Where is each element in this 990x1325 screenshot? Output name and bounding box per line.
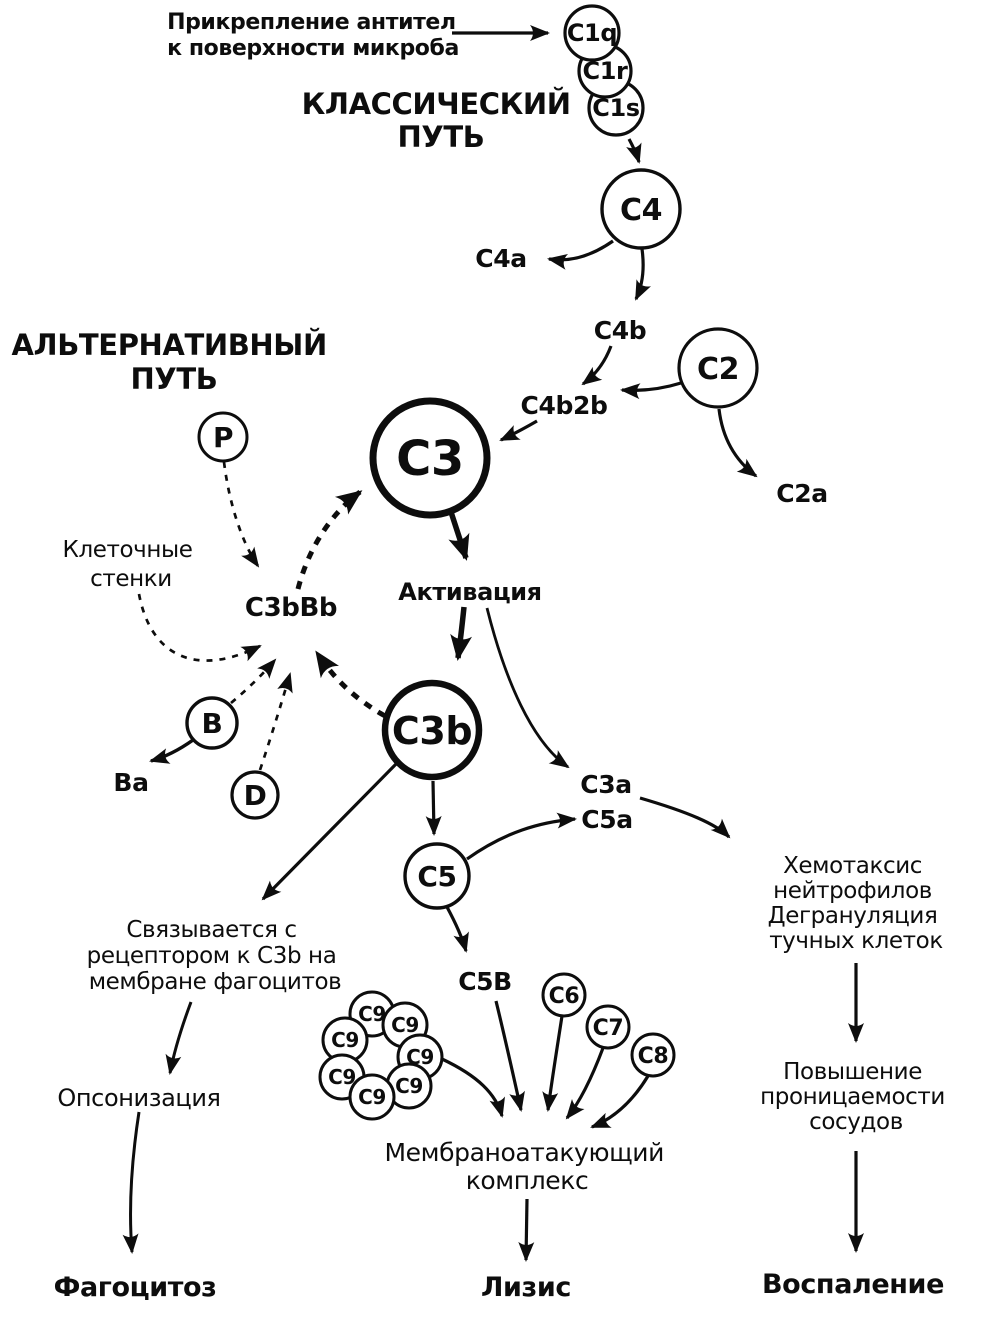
arrow-receptor-to-opsonization [170,1002,191,1073]
classical-pathway-title: КЛАССИЧЕСКИЙ ПУТЬ [301,87,571,154]
antibody-attachment-note: Прикрепление антител к поверхности микроба [167,10,459,61]
c4b-label: C4b [593,316,647,345]
arrow-c5-to-c5b [447,907,466,951]
phagocytosis-outcome: Фагоцитоз [53,1272,217,1303]
arrow-c7-to-mac [567,1048,603,1118]
activation-label: Активация [398,578,542,606]
arrow-c6-to-mac [548,1016,562,1110]
arrow-c3a-to-chemotaxis [640,798,729,837]
dashed-arrow-d-to-c3bbb [260,674,290,770]
c5-label: C5 [417,860,457,893]
vascular-permeability-note: Повышение проницаемости сосудов [760,1059,945,1135]
c3-label: C3 [396,431,464,487]
opsonization-label: Опсонизация [57,1084,221,1112]
c3b-label: C3b [391,709,473,753]
c6-label: C6 [548,984,580,1009]
arrow-c5b-to-mac [496,1001,521,1110]
lysis-outcome: Лизис [481,1272,571,1303]
d-label: D [243,779,267,812]
c5b-label: C5B [458,967,512,996]
p-label: P [212,421,234,454]
arrow-c5-to-c5a [467,819,575,859]
c9-label-7: C9 [358,1085,386,1109]
c1r-label: C1r [582,57,628,85]
c9-label-2: C9 [391,1013,419,1037]
arrow-b-to-ba [151,740,193,761]
arrow-c3-to-activation [451,512,466,558]
c5a-label: C5a [581,805,633,834]
arrow-c3b-to-receptor [263,763,397,899]
c4-label: C4 [619,193,663,228]
arrow-mac-to-lysis [526,1199,527,1260]
c9-label-4: C9 [406,1045,434,1069]
arrow-c9ring-to-mac [442,1059,502,1116]
dashed-arrow-c3bbb-to-c3 [298,492,360,589]
cell-walls-note: Клеточные стенки [62,537,193,592]
alternative-pathway-title: АЛЬТЕРНАТИВНЫЙ ПУТЬ [11,328,327,396]
arrow-c4b2b-to-c3 [501,421,537,440]
c3a-label: C3a [580,770,632,799]
arrow-c4b-to-c4b2b [583,346,611,384]
c4a-label: C4a [475,244,527,273]
dashed-arrow-cellwalls-to-c3bbb [139,594,260,661]
chemotaxis-degranulation-note: Хемотаксис нейтрофилов Дегрануляция тучных клеток [767,853,943,954]
c9-label-5: C9 [328,1065,356,1089]
arrow-opsonization-to-phagocytosis [131,1112,139,1252]
c1q-label: C1q [566,19,618,47]
c2-label: C2 [696,352,740,387]
c9-label-6: C9 [395,1074,423,1098]
c2a-label: C2a [776,479,828,508]
arrow-c2-to-c4b2b [622,383,681,390]
c4b2b-label: C4b2b [520,391,608,420]
c9-label-3: C9 [331,1028,359,1052]
c9-label-1: C9 [358,1002,386,1026]
arrow-c4-to-c4a [549,241,613,260]
c3bbb-label: C3bBb [244,593,338,623]
arrow-c2-to-c2a [719,409,756,476]
inflammation-outcome: Воспаление [762,1269,944,1300]
dashed-arrow-c3b-to-c3bbb [317,653,385,716]
arrow-c8-to-mac [592,1076,648,1127]
arrow-c1s-to-c4 [629,139,639,162]
membrane-attack-complex-label: Мембраноатакующий комплекс [384,1138,664,1195]
arrow-activation-to-c3a [487,608,568,767]
b-label: B [201,707,223,740]
dashed-arrow-p-to-c3bbb [224,462,258,566]
c1s-label: C1s [592,94,640,122]
arrow-c3b-to-c5 [433,781,434,834]
c7-label: C7 [592,1016,624,1041]
c8-label: C8 [637,1044,669,1069]
arrow-activation-to-c3b [458,607,464,658]
ba-label: Ba [113,768,149,797]
dashed-arrow-b-to-c3bbb [231,660,275,703]
binds-receptor-note: Связывается с рецептором к C3b на мембране фагоцитов [86,917,342,995]
arrow-c4-to-c4b [636,249,643,299]
